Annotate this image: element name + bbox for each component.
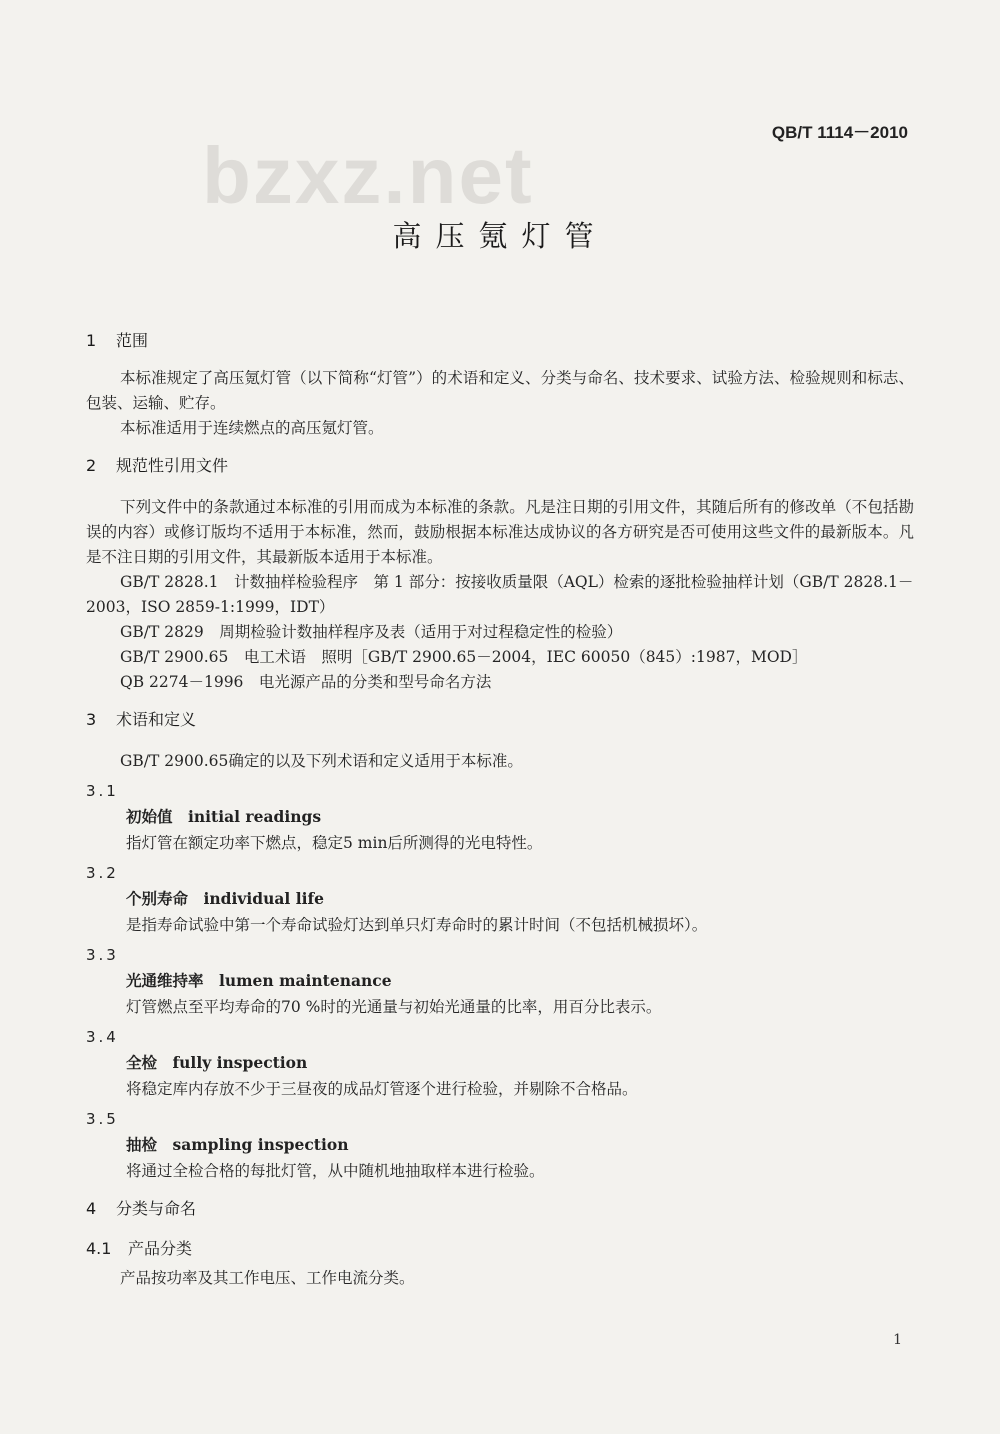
term-number: 3.3 (86, 946, 119, 964)
section-heading-normative-references (86, 453, 914, 479)
term-definition: 是指寿命试验中第一个寿命试验灯达到单只灯寿命时的累计时间（不包括机械损坏）。 (126, 916, 708, 934)
term-definition: 灯管燃点至平均寿命的70 %时的光通量与初始光通量的比率，用百分比表示。 (126, 998, 662, 1016)
term-entry (86, 942, 914, 1020)
subsection-heading-product-classification (86, 1236, 914, 1262)
section-number: 1 (86, 331, 97, 350)
document-body (86, 328, 914, 1291)
term-name: 初始值 initial readings (126, 807, 322, 826)
section-heading-terms (86, 707, 914, 733)
term-number: 3.4 (86, 1028, 119, 1046)
subsection-title: 产品分类 (128, 1239, 193, 1258)
paragraph: GB/T 2900.65确定的以及下列术语和定义适用于本标准。 (120, 752, 523, 770)
term-definition: 指灯管在额定功率下燃点，稳定5 min后所测得的光电特性。 (126, 834, 543, 852)
term-entry (86, 1024, 914, 1102)
watermark: bzxz.net (202, 131, 534, 220)
term-definition: 将稳定库内存放不少于三昼夜的成品灯管逐个进行检验，并剔除不合格品。 (126, 1080, 638, 1098)
reference-item: GB/T 2900.65 电工术语 照明［GB/T 2900.65－2004，IEC 60050（845）:1987，MOD］ (120, 648, 808, 666)
term-entry (86, 1106, 914, 1184)
term-definition: 将通过全检合格的每批灯管，从中随机地抽取样本进行检验。 (126, 1162, 545, 1180)
term-name: 个别寿命 individual life (126, 889, 325, 908)
term-name: 抽检 sampling inspection (126, 1135, 349, 1154)
reference-item: QB 2274－1996 电光源产品的分类和型号命名方法 (120, 673, 492, 691)
term-name: 光通维持率 lumen maintenance (126, 971, 392, 990)
section-title: 规范性引用文件 (116, 456, 229, 475)
section-number: 2 (86, 456, 97, 475)
term-number: 3.2 (86, 864, 119, 882)
subsection-number: 4.1 (86, 1239, 112, 1258)
reference-item: GB/T 2829 周期检验计数抽样程序及表（适用于对过程稳定性的检验） (120, 623, 623, 641)
document-title: 高压氪灯管 (392, 219, 608, 253)
term-number: 3.5 (86, 1110, 119, 1128)
section-number: 4 (86, 1199, 97, 1218)
section-number: 3 (86, 710, 97, 729)
term-entry (86, 860, 914, 938)
section-heading-classification (86, 1196, 914, 1222)
section-title: 范围 (116, 331, 149, 350)
page-number: 1 (893, 1332, 902, 1348)
paragraph: 产品按功率及其工作电压、工作电流分类。 (120, 1269, 415, 1287)
term-entry (86, 778, 914, 856)
reference-item: GB/T 2828.1 计数抽样检验程序 第 1 部分：按接收质量限（AQL）检索的逐批检验抽样计划（GB/T 2828.1－2003，ISO 2859-1:1999，IDT） (86, 573, 914, 616)
paragraph: 本标准规定了高压氪灯管（以下简称“灯管”）的术语和定义、分类与命名、技术要求、试验方法、检验规则和标志、包装、运输、贮存。 (86, 369, 914, 412)
section-title: 术语和定义 (116, 710, 197, 729)
paragraph: 下列文件中的条款通过本标准的引用而成为本标准的条款。凡是注日期的引用文件，其随后所有的修改单（不包括勘误的内容）或修订版均不适用于本标准，然而，鼓励根据本标准达成协议的各方研究是否可使用这些文件的最新版本。凡是不注日期的引用文件，其最新版本适用于本标准。 (86, 498, 914, 566)
standard-code: QB/T 1114－2010 (771, 123, 908, 142)
term-number: 3.1 (86, 782, 119, 800)
section-heading-scope (86, 328, 914, 354)
paragraph: 本标准适用于连续燃点的高压氪灯管。 (120, 419, 384, 437)
term-name: 全检 fully inspection (126, 1053, 308, 1072)
section-title: 分类与命名 (116, 1199, 197, 1218)
